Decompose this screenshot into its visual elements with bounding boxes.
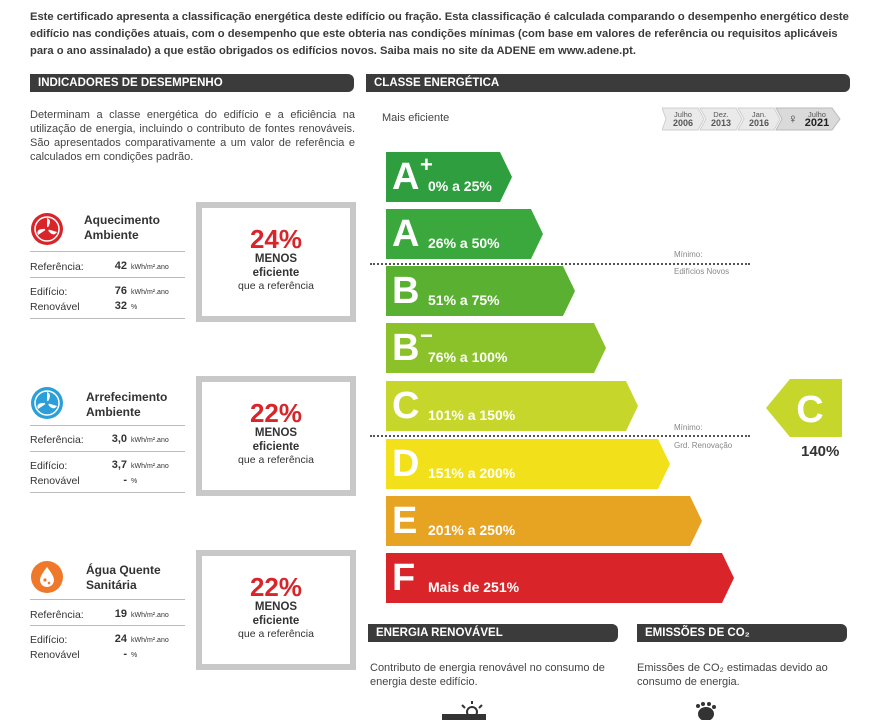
energy-class-header: CLASSE ENERGÉTICA (366, 74, 850, 92)
energy-class-range: 151% a 200% (428, 465, 516, 481)
building-unit: kWh/m².ano (131, 463, 169, 470)
than-reference-label: que a referência (238, 628, 314, 640)
energy-class-letter: B (392, 327, 420, 369)
renovation-threshold-sublabel: Grd. Renovação (674, 441, 733, 450)
divider (30, 599, 185, 600)
energy-class-arrow-shape (386, 381, 638, 431)
divider (30, 451, 185, 452)
energy-class-range: 101% a 150% (428, 407, 516, 423)
renovation-threshold-line (370, 435, 750, 437)
energy-class-arrow-shape (386, 439, 670, 489)
than-reference-label: que a referência (238, 454, 314, 466)
co2-emissions-header: EMISSÕES DE CO₂ (637, 624, 847, 642)
new-buildings-threshold-label: Mínimo: (674, 250, 703, 259)
heating-fan-icon (30, 212, 64, 246)
reference-value: 19 (114, 608, 127, 620)
energy-class-arrow-shape (386, 553, 734, 603)
heating-percentage: 24% (249, 224, 303, 254)
renewable-label: Renovável (30, 301, 80, 313)
result-class-arrow (766, 379, 842, 437)
building-unit: kWh/m².ano (131, 289, 169, 296)
energy-class-letter: D (392, 443, 420, 485)
energy-class-range: Mais de 251% (428, 579, 520, 595)
energy-class-modifier: + (420, 152, 433, 177)
cooling-percentage: 22% (249, 398, 303, 428)
energy-class-letter: C (392, 385, 420, 427)
result-class-letter: C (796, 389, 824, 431)
building-unit: kWh/m².ano (131, 637, 169, 644)
energy-class-d (386, 439, 670, 489)
divider (30, 277, 185, 278)
timeline-2021: Julho 2021 (804, 110, 830, 129)
building-label: Edifício: (30, 460, 68, 472)
less-label: MENOS (254, 601, 298, 613)
hot-water-icon (30, 560, 64, 594)
cooling-title: Arrefecimento Ambiente (86, 390, 168, 419)
building-label: Edifício: (30, 286, 68, 298)
solar-panel-icon (440, 698, 490, 720)
divider (30, 625, 185, 626)
hot-water-title: Água Quente Sanitária (86, 563, 161, 592)
reference-label: Referência: (30, 261, 84, 273)
reference-label: Referência: (30, 434, 84, 446)
intro-text: Este certificado apresenta a classificação energética deste edifício ou fração. Esta classificação é calculada comparando o desempenho energético deste edifício nas condições atuais, com o desempenho que este obteria nas condições mínimas (com base em valores de referência ou requisitos aplicáveis para o ano assinalado) a que estão obrigados os edifícios novos. Saiba mais no site da ADENE em www.adene.pt. (30, 11, 849, 57)
co2-footprint-icon (692, 700, 822, 720)
energy-class-a-plus (386, 152, 512, 202)
energy-class-modifier: − (420, 323, 433, 348)
energy-class-e (386, 496, 702, 546)
renewable-unit: % (131, 478, 138, 485)
divider (30, 425, 185, 426)
result-percentage: 140% (801, 443, 840, 460)
building-value: 24 (114, 633, 127, 645)
heating-result-box (196, 202, 356, 322)
energy-class-range: 0% a 25% (428, 178, 492, 194)
co2-emissions-description: Emissões de CO₂ estimadas devido ao consumo de energia. (637, 662, 828, 688)
cooling-result-box (196, 376, 356, 496)
energy-class-range: 201% a 250% (428, 522, 516, 538)
renewable-energy-header: ENERGIA RENOVÁVEL (368, 624, 618, 642)
efficient-label: eficiente (252, 441, 300, 453)
building-value: 76 (114, 285, 127, 297)
building-value: 3,7 (111, 459, 127, 471)
medal-icon: ♀ (788, 111, 798, 126)
renewable-label: Renovável (30, 475, 80, 487)
energy-class-range: 76% a 100% (428, 349, 508, 365)
reference-unit: kWh/m².ano (131, 612, 169, 619)
timeline-2013: Dez. 2013 (710, 110, 732, 128)
reference-value: 3,0 (111, 433, 127, 445)
energy-class-b (386, 266, 575, 316)
energy-class-range: 51% a 75% (428, 292, 500, 308)
energy-class-a (386, 209, 543, 259)
renovation-threshold-label: Mínimo: (674, 423, 703, 432)
renewable-unit: % (131, 652, 138, 659)
energy-class-arrow-shape (386, 496, 702, 546)
more-efficient-label: Mais eficiente (382, 112, 450, 124)
renewable-unit: % (131, 304, 138, 311)
reference-unit: kWh/m².ano (131, 437, 169, 444)
divider (30, 492, 185, 493)
renewable-value: 32 (114, 300, 127, 312)
cooling-fan-icon (30, 386, 64, 420)
new-buildings-threshold-sublabel: Edifícios Novos (674, 267, 730, 276)
new-buildings-threshold-line (370, 263, 750, 265)
hot-water-result-box (196, 550, 356, 670)
heating-title: Aquecimento Ambiente (84, 213, 161, 242)
renewable-value: - (123, 648, 127, 660)
energy-class-letter: A (392, 156, 420, 198)
building-label: Edifício: (30, 634, 68, 646)
indicators-description: Determinam a classe energética do edifício e a eficiência na utilização de energia, incluindo o contributo de fontes renováveis. São apresentados comparativamente a um valor de referência e calculados em condições padrão. (30, 109, 355, 163)
divider (30, 251, 185, 252)
performance-indicators-header: INDICADORES DE DESEMPENHO (30, 74, 354, 92)
energy-class-letter: E (392, 500, 418, 542)
less-label: MENOS (254, 253, 298, 265)
renewable-value: - (123, 474, 127, 486)
hot-water-percentage: 22% (249, 572, 303, 602)
energy-class-c (386, 381, 638, 431)
timeline-2016: Jan. 2016 (748, 110, 770, 128)
energy-class-letter: B (392, 270, 420, 312)
energy-class-b-minus (386, 323, 606, 373)
efficient-label: eficiente (252, 267, 300, 279)
reference-value: 42 (114, 260, 127, 272)
energy-class-range: 26% a 50% (428, 235, 500, 251)
efficient-label: eficiente (252, 615, 300, 627)
energy-class-letter: A (392, 213, 420, 255)
reference-unit: kWh/m².ano (131, 264, 169, 271)
divider (30, 318, 185, 319)
less-label: MENOS (254, 427, 298, 439)
reference-label: Referência: (30, 609, 84, 621)
than-reference-label: que a referência (238, 280, 314, 292)
timeline-2006: Julho 2006 (672, 110, 694, 128)
renewable-label: Renovável (30, 649, 80, 661)
energy-class-f (386, 553, 734, 603)
energy-class-letter: F (392, 557, 416, 599)
renewable-energy-description: Contributo de energia renovável no consumo de energia deste edifício. (370, 662, 605, 688)
